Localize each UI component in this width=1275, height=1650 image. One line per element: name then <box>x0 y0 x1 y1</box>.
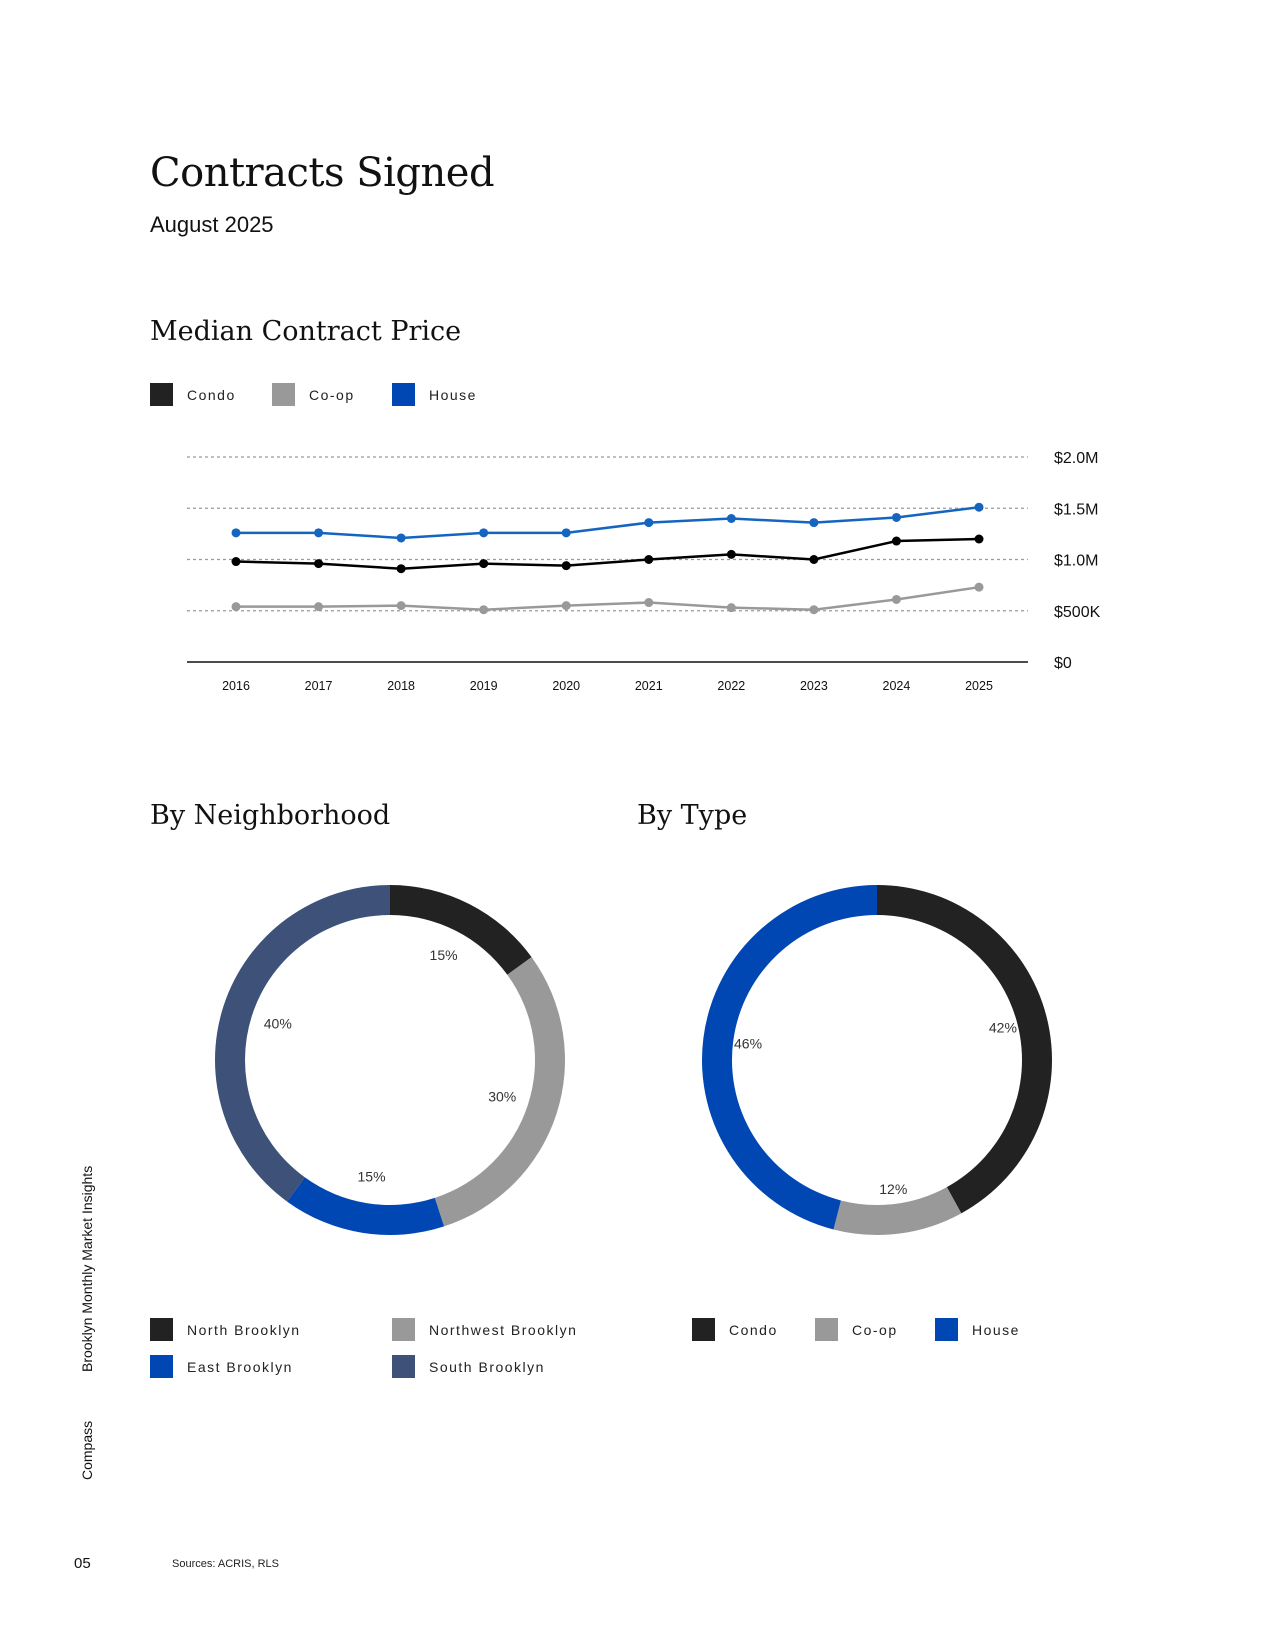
legend-swatch <box>392 1318 415 1341</box>
data-point <box>727 550 736 559</box>
legend-item-type-house <box>935 1318 1020 1341</box>
legend-item-north-brooklyn <box>150 1318 301 1341</box>
series-line-coop <box>236 587 979 610</box>
slice-label: 12% <box>879 1180 908 1197</box>
data-point <box>232 528 241 537</box>
data-point <box>397 601 406 610</box>
data-point <box>809 518 818 527</box>
data-point <box>644 598 653 607</box>
legend-label: Northwest Brooklyn <box>429 1321 578 1338</box>
x-tick-label: 2022 <box>717 679 746 693</box>
legend-swatch <box>150 1355 173 1378</box>
donut-slice-north-brooklyn <box>390 885 532 975</box>
data-point <box>479 528 488 537</box>
legend-swatch <box>392 1355 415 1378</box>
legend-item-east-brooklyn <box>150 1355 293 1378</box>
legend-swatch <box>272 383 295 406</box>
donut-slice-condo <box>877 885 1052 1213</box>
data-point <box>397 533 406 542</box>
y-tick-label: $0 <box>1054 655 1072 672</box>
legend-label: Condo <box>187 386 236 403</box>
legend-swatch <box>392 383 415 406</box>
data-point <box>314 528 323 537</box>
x-tick-label: 2018 <box>387 679 416 693</box>
data-point <box>644 518 653 527</box>
x-tick-label: 2016 <box>222 679 250 693</box>
legend-label: House <box>972 1321 1020 1338</box>
data-point <box>892 537 901 546</box>
x-tick-label: 2025 <box>965 679 993 693</box>
legend-label: South Brooklyn <box>429 1358 545 1375</box>
legend-item-south-brooklyn <box>392 1355 545 1378</box>
legend-item-northwest-brooklyn <box>392 1318 577 1341</box>
page-number: 05 <box>74 1555 91 1572</box>
slice-label: 40% <box>263 1015 292 1032</box>
slice-label: 42% <box>988 1019 1017 1036</box>
series-line-condo <box>236 539 979 569</box>
data-point <box>314 559 323 568</box>
legend-label: Condo <box>729 1321 778 1338</box>
legend-item-coop <box>272 383 355 406</box>
x-tick-label: 2021 <box>634 679 663 693</box>
data-point <box>562 561 571 570</box>
data-point <box>479 605 488 614</box>
legend-item-condo <box>150 383 236 406</box>
slice-label: 46% <box>734 1035 763 1052</box>
data-point <box>727 514 736 523</box>
legend-swatch <box>815 1318 838 1341</box>
data-point <box>809 605 818 614</box>
legend-label: House <box>429 386 477 403</box>
data-point <box>644 555 653 564</box>
legend-label: Co-op <box>309 386 355 403</box>
legend-label: Co-op <box>852 1321 898 1338</box>
data-point <box>975 583 984 592</box>
type-chart-title: By Type <box>637 800 748 831</box>
legend-item-type-coop <box>815 1318 898 1341</box>
y-tick-label: $1.5M <box>1054 501 1099 519</box>
type-donut-chart <box>687 870 1067 1250</box>
report-name-vertical: Brooklyn Monthly Market Insights <box>79 1165 95 1372</box>
brand-name-vertical: Compass <box>79 1420 95 1480</box>
legend-swatch <box>935 1318 958 1341</box>
data-point <box>314 602 323 611</box>
page-title: Contracts Signed <box>150 150 495 196</box>
data-point <box>892 595 901 604</box>
data-point <box>397 564 406 573</box>
sources-note: Sources: ACRIS, RLS <box>172 1558 279 1570</box>
line-chart-title: Median Contract Price <box>150 316 462 347</box>
x-tick-label: 2020 <box>552 679 581 693</box>
y-tick-label: $500K <box>1054 603 1101 621</box>
slice-label: 15% <box>357 1168 386 1185</box>
legend-swatch <box>150 1318 173 1341</box>
slice-label: 15% <box>429 946 458 963</box>
y-tick-label: $2.0M <box>1054 450 1099 467</box>
legend-label: East Brooklyn <box>187 1358 293 1375</box>
series-line-house <box>236 507 979 538</box>
data-point <box>975 503 984 512</box>
legend-swatch <box>150 383 173 406</box>
donut-slice-house <box>702 885 877 1230</box>
data-point <box>727 603 736 612</box>
x-tick-label: 2024 <box>882 679 911 693</box>
data-point <box>975 535 984 544</box>
data-point <box>232 557 241 566</box>
y-tick-label: $1.0M <box>1054 552 1099 570</box>
legend-item-house <box>392 383 477 406</box>
slice-label: 30% <box>488 1088 517 1105</box>
data-point <box>562 528 571 537</box>
neighborhood-chart-title: By Neighborhood <box>150 800 391 831</box>
data-point <box>232 602 241 611</box>
neighborhood-donut-chart <box>200 870 580 1250</box>
data-point <box>562 601 571 610</box>
x-tick-label: 2017 <box>304 679 333 693</box>
legend-swatch <box>692 1318 715 1341</box>
donut-slice-east-brooklyn <box>287 1177 444 1235</box>
data-point <box>479 559 488 568</box>
x-tick-label: 2019 <box>469 679 498 693</box>
page-subtitle: August 2025 <box>150 212 274 237</box>
legend-label: North Brooklyn <box>187 1321 301 1338</box>
data-point <box>809 555 818 564</box>
x-tick-label: 2023 <box>799 679 828 693</box>
legend-item-type-condo <box>692 1318 778 1341</box>
donut-slice-south-brooklyn <box>215 885 390 1202</box>
data-point <box>892 513 901 522</box>
median-price-line-chart <box>150 440 1110 710</box>
